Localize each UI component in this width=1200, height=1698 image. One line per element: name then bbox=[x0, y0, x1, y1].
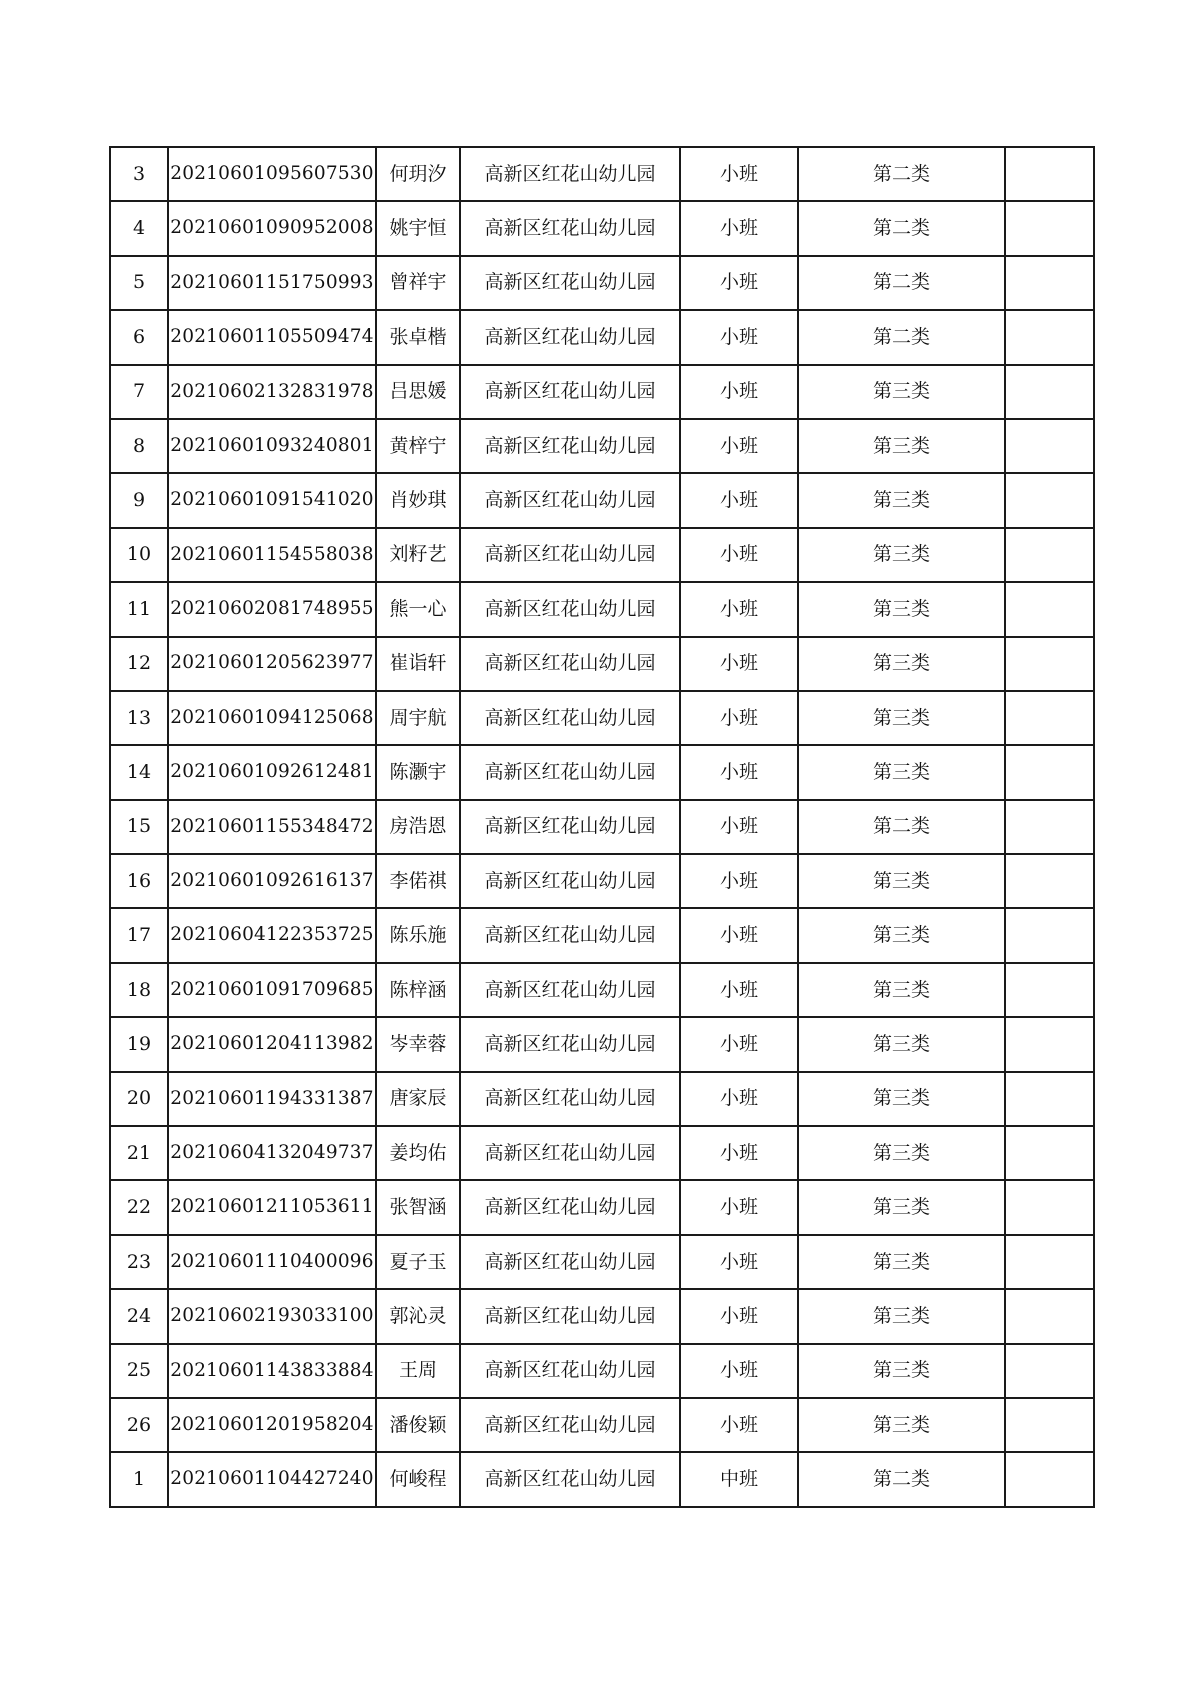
registration-id-cell: 20210601110400096 bbox=[168, 1235, 376, 1289]
class-level-cell: 小班 bbox=[680, 691, 798, 745]
registration-id-cell: 20210601091709685 bbox=[168, 963, 376, 1017]
table-row bbox=[110, 147, 1094, 201]
remarks-cell bbox=[1005, 691, 1094, 745]
serial-number-cell: 25 bbox=[110, 1344, 168, 1398]
registration-id-cell: 20210601194331387 bbox=[168, 1072, 376, 1126]
kindergarten-cell: 高新区红花山幼儿园 bbox=[460, 745, 680, 799]
category-cell: 第三类 bbox=[798, 528, 1005, 582]
table-row bbox=[110, 256, 1094, 310]
class-level-cell: 小班 bbox=[680, 1180, 798, 1234]
child-name-cell: 房浩恩 bbox=[376, 800, 460, 854]
child-name-cell: 刘籽艺 bbox=[376, 528, 460, 582]
class-level-cell: 中班 bbox=[680, 1452, 798, 1506]
remarks-cell bbox=[1005, 637, 1094, 691]
remarks-cell bbox=[1005, 1072, 1094, 1126]
class-level-cell: 小班 bbox=[680, 365, 798, 419]
child-name-cell: 唐家辰 bbox=[376, 1072, 460, 1126]
serial-number-cell: 5 bbox=[110, 256, 168, 310]
child-name-cell: 何峻程 bbox=[376, 1452, 460, 1506]
kindergarten-cell: 高新区红花山幼儿园 bbox=[460, 201, 680, 255]
child-name-cell: 郭沁灵 bbox=[376, 1289, 460, 1343]
serial-number-cell: 23 bbox=[110, 1235, 168, 1289]
kindergarten-cell: 高新区红花山幼儿园 bbox=[460, 419, 680, 473]
remarks-cell bbox=[1005, 419, 1094, 473]
table-row bbox=[110, 1017, 1094, 1071]
child-name-cell: 姚宇恒 bbox=[376, 201, 460, 255]
remarks-cell bbox=[1005, 1452, 1094, 1506]
registration-id-cell: 20210601205623977 bbox=[168, 637, 376, 691]
category-cell: 第三类 bbox=[798, 365, 1005, 419]
serial-number-cell: 7 bbox=[110, 365, 168, 419]
serial-number-cell: 21 bbox=[110, 1126, 168, 1180]
kindergarten-cell: 高新区红花山幼儿园 bbox=[460, 365, 680, 419]
class-level-cell: 小班 bbox=[680, 854, 798, 908]
kindergarten-cell: 高新区红花山幼儿园 bbox=[460, 528, 680, 582]
category-cell: 第二类 bbox=[798, 800, 1005, 854]
registration-id-cell: 20210601104427240 bbox=[168, 1452, 376, 1506]
class-level-cell: 小班 bbox=[680, 1398, 798, 1452]
table-row bbox=[110, 1289, 1094, 1343]
registration-id-cell: 20210601154558038 bbox=[168, 528, 376, 582]
category-cell: 第二类 bbox=[798, 147, 1005, 201]
class-level-cell: 小班 bbox=[680, 201, 798, 255]
kindergarten-cell: 高新区红花山幼儿园 bbox=[460, 1289, 680, 1343]
class-level-cell: 小班 bbox=[680, 528, 798, 582]
class-level-cell: 小班 bbox=[680, 582, 798, 636]
table-row bbox=[110, 310, 1094, 364]
serial-number-cell: 1 bbox=[110, 1452, 168, 1506]
registration-id-cell: 20210601090952008 bbox=[168, 201, 376, 255]
child-name-cell: 吕思媛 bbox=[376, 365, 460, 419]
table-row bbox=[110, 908, 1094, 962]
remarks-cell bbox=[1005, 365, 1094, 419]
child-name-cell: 黄梓宁 bbox=[376, 419, 460, 473]
kindergarten-cell: 高新区红花山幼儿园 bbox=[460, 310, 680, 364]
category-cell: 第二类 bbox=[798, 310, 1005, 364]
serial-number-cell: 8 bbox=[110, 419, 168, 473]
registration-id-cell: 20210601092612481 bbox=[168, 745, 376, 799]
remarks-cell bbox=[1005, 1180, 1094, 1234]
serial-number-cell: 16 bbox=[110, 854, 168, 908]
serial-number-cell: 11 bbox=[110, 582, 168, 636]
registration-id-cell: 20210601204113982 bbox=[168, 1017, 376, 1071]
remarks-cell bbox=[1005, 854, 1094, 908]
serial-number-cell: 15 bbox=[110, 800, 168, 854]
kindergarten-cell: 高新区红花山幼儿园 bbox=[460, 691, 680, 745]
class-level-cell: 小班 bbox=[680, 908, 798, 962]
category-cell: 第三类 bbox=[798, 1180, 1005, 1234]
category-cell: 第二类 bbox=[798, 256, 1005, 310]
category-cell: 第三类 bbox=[798, 1126, 1005, 1180]
class-level-cell: 小班 bbox=[680, 419, 798, 473]
serial-number-cell: 17 bbox=[110, 908, 168, 962]
class-level-cell: 小班 bbox=[680, 745, 798, 799]
table-row bbox=[110, 963, 1094, 1017]
category-cell: 第三类 bbox=[798, 691, 1005, 745]
remarks-cell bbox=[1005, 908, 1094, 962]
table-body bbox=[110, 147, 1094, 1507]
remarks-cell bbox=[1005, 1126, 1094, 1180]
remarks-cell bbox=[1005, 201, 1094, 255]
serial-number-cell: 9 bbox=[110, 473, 168, 527]
kindergarten-cell: 高新区红花山幼儿园 bbox=[460, 582, 680, 636]
table-row bbox=[110, 1344, 1094, 1398]
category-cell: 第三类 bbox=[798, 1344, 1005, 1398]
registration-id-cell: 20210601091541020 bbox=[168, 473, 376, 527]
table-row bbox=[110, 582, 1094, 636]
table-row bbox=[110, 1235, 1094, 1289]
child-name-cell: 周宇航 bbox=[376, 691, 460, 745]
class-level-cell: 小班 bbox=[680, 1017, 798, 1071]
remarks-cell bbox=[1005, 1398, 1094, 1452]
kindergarten-cell: 高新区红花山幼儿园 bbox=[460, 147, 680, 201]
registration-id-cell: 20210601201958204 bbox=[168, 1398, 376, 1452]
category-cell: 第三类 bbox=[798, 745, 1005, 799]
table-row bbox=[110, 419, 1094, 473]
serial-number-cell: 3 bbox=[110, 147, 168, 201]
kindergarten-cell: 高新区红花山幼儿园 bbox=[460, 1017, 680, 1071]
child-name-cell: 陈灏宇 bbox=[376, 745, 460, 799]
class-level-cell: 小班 bbox=[680, 310, 798, 364]
remarks-cell bbox=[1005, 147, 1094, 201]
serial-number-cell: 13 bbox=[110, 691, 168, 745]
child-name-cell: 张智涵 bbox=[376, 1180, 460, 1234]
child-name-cell: 熊一心 bbox=[376, 582, 460, 636]
registration-id-cell: 20210601105509474 bbox=[168, 310, 376, 364]
class-level-cell: 小班 bbox=[680, 800, 798, 854]
kindergarten-cell: 高新区红花山幼儿园 bbox=[460, 1126, 680, 1180]
serial-number-cell: 20 bbox=[110, 1072, 168, 1126]
table-row bbox=[110, 1180, 1094, 1234]
serial-number-cell: 19 bbox=[110, 1017, 168, 1071]
remarks-cell bbox=[1005, 310, 1094, 364]
serial-number-cell: 22 bbox=[110, 1180, 168, 1234]
category-cell: 第三类 bbox=[798, 473, 1005, 527]
registration-id-cell: 20210601151750993 bbox=[168, 256, 376, 310]
registration-id-cell: 20210601092616137 bbox=[168, 854, 376, 908]
kindergarten-cell: 高新区红花山幼儿园 bbox=[460, 256, 680, 310]
remarks-cell bbox=[1005, 800, 1094, 854]
table-row bbox=[110, 854, 1094, 908]
serial-number-cell: 18 bbox=[110, 963, 168, 1017]
kindergarten-cell: 高新区红花山幼儿园 bbox=[460, 1235, 680, 1289]
child-name-cell: 肖妙琪 bbox=[376, 473, 460, 527]
class-level-cell: 小班 bbox=[680, 256, 798, 310]
category-cell: 第三类 bbox=[798, 1072, 1005, 1126]
serial-number-cell: 6 bbox=[110, 310, 168, 364]
child-name-cell: 陈梓涵 bbox=[376, 963, 460, 1017]
table-row bbox=[110, 800, 1094, 854]
remarks-cell bbox=[1005, 528, 1094, 582]
registration-id-cell: 20210602193033100 bbox=[168, 1289, 376, 1343]
registration-id-cell: 20210604122353725 bbox=[168, 908, 376, 962]
class-level-cell: 小班 bbox=[680, 473, 798, 527]
category-cell: 第三类 bbox=[798, 854, 1005, 908]
table-row bbox=[110, 1452, 1094, 1506]
child-name-cell: 李偌祺 bbox=[376, 854, 460, 908]
class-level-cell: 小班 bbox=[680, 147, 798, 201]
class-level-cell: 小班 bbox=[680, 1126, 798, 1180]
category-cell: 第二类 bbox=[798, 1452, 1005, 1506]
class-level-cell: 小班 bbox=[680, 1072, 798, 1126]
class-level-cell: 小班 bbox=[680, 1289, 798, 1343]
registration-id-cell: 20210601095607530 bbox=[168, 147, 376, 201]
kindergarten-cell: 高新区红花山幼儿园 bbox=[460, 637, 680, 691]
enrollment-table bbox=[109, 146, 1095, 1508]
table-row bbox=[110, 201, 1094, 255]
remarks-cell bbox=[1005, 1344, 1094, 1398]
child-name-cell: 曾祥宇 bbox=[376, 256, 460, 310]
table-row bbox=[110, 745, 1094, 799]
child-name-cell: 何玥汐 bbox=[376, 147, 460, 201]
remarks-cell bbox=[1005, 1017, 1094, 1071]
table-row bbox=[110, 1126, 1094, 1180]
table-row bbox=[110, 691, 1094, 745]
remarks-cell bbox=[1005, 473, 1094, 527]
serial-number-cell: 12 bbox=[110, 637, 168, 691]
kindergarten-cell: 高新区红花山幼儿园 bbox=[460, 908, 680, 962]
category-cell: 第三类 bbox=[798, 1289, 1005, 1343]
category-cell: 第三类 bbox=[798, 1235, 1005, 1289]
registration-id-cell: 20210601094125068 bbox=[168, 691, 376, 745]
child-name-cell: 王周 bbox=[376, 1344, 460, 1398]
remarks-cell bbox=[1005, 963, 1094, 1017]
category-cell: 第三类 bbox=[798, 1017, 1005, 1071]
kindergarten-cell: 高新区红花山幼儿园 bbox=[460, 854, 680, 908]
serial-number-cell: 24 bbox=[110, 1289, 168, 1343]
child-name-cell: 夏子玉 bbox=[376, 1235, 460, 1289]
kindergarten-cell: 高新区红花山幼儿园 bbox=[460, 963, 680, 1017]
child-name-cell: 陈乐施 bbox=[376, 908, 460, 962]
registration-id-cell: 20210602081748955 bbox=[168, 582, 376, 636]
registration-id-cell: 20210601143833884 bbox=[168, 1344, 376, 1398]
serial-number-cell: 26 bbox=[110, 1398, 168, 1452]
kindergarten-cell: 高新区红花山幼儿园 bbox=[460, 473, 680, 527]
remarks-cell bbox=[1005, 256, 1094, 310]
serial-number-cell: 14 bbox=[110, 745, 168, 799]
child-name-cell: 岑幸蓉 bbox=[376, 1017, 460, 1071]
remarks-cell bbox=[1005, 582, 1094, 636]
registration-id-cell: 20210602132831978 bbox=[168, 365, 376, 419]
remarks-cell bbox=[1005, 1235, 1094, 1289]
category-cell: 第三类 bbox=[798, 963, 1005, 1017]
category-cell: 第三类 bbox=[798, 582, 1005, 636]
remarks-cell bbox=[1005, 745, 1094, 799]
table-row bbox=[110, 1072, 1094, 1126]
table-row bbox=[110, 528, 1094, 582]
registration-id-cell: 20210604132049737 bbox=[168, 1126, 376, 1180]
table-row bbox=[110, 1398, 1094, 1452]
category-cell: 第三类 bbox=[798, 419, 1005, 473]
kindergarten-cell: 高新区红花山幼儿园 bbox=[460, 800, 680, 854]
kindergarten-cell: 高新区红花山幼儿园 bbox=[460, 1072, 680, 1126]
serial-number-cell: 4 bbox=[110, 201, 168, 255]
registration-id-cell: 20210601211053611 bbox=[168, 1180, 376, 1234]
category-cell: 第三类 bbox=[798, 1398, 1005, 1452]
kindergarten-cell: 高新区红花山幼儿园 bbox=[460, 1180, 680, 1234]
category-cell: 第二类 bbox=[798, 201, 1005, 255]
child-name-cell: 潘俊颖 bbox=[376, 1398, 460, 1452]
child-name-cell: 张卓楷 bbox=[376, 310, 460, 364]
class-level-cell: 小班 bbox=[680, 1344, 798, 1398]
class-level-cell: 小班 bbox=[680, 637, 798, 691]
kindergarten-cell: 高新区红花山幼儿园 bbox=[460, 1452, 680, 1506]
class-level-cell: 小班 bbox=[680, 963, 798, 1017]
registration-id-cell: 20210601093240801 bbox=[168, 419, 376, 473]
registration-id-cell: 20210601155348472 bbox=[168, 800, 376, 854]
child-name-cell: 姜均佑 bbox=[376, 1126, 460, 1180]
table-row bbox=[110, 365, 1094, 419]
remarks-cell bbox=[1005, 1289, 1094, 1343]
table-row bbox=[110, 473, 1094, 527]
table-row bbox=[110, 637, 1094, 691]
category-cell: 第三类 bbox=[798, 637, 1005, 691]
child-name-cell: 崔诣轩 bbox=[376, 637, 460, 691]
kindergarten-cell: 高新区红花山幼儿园 bbox=[460, 1398, 680, 1452]
serial-number-cell: 10 bbox=[110, 528, 168, 582]
class-level-cell: 小班 bbox=[680, 1235, 798, 1289]
kindergarten-cell: 高新区红花山幼儿园 bbox=[460, 1344, 680, 1398]
category-cell: 第三类 bbox=[798, 908, 1005, 962]
